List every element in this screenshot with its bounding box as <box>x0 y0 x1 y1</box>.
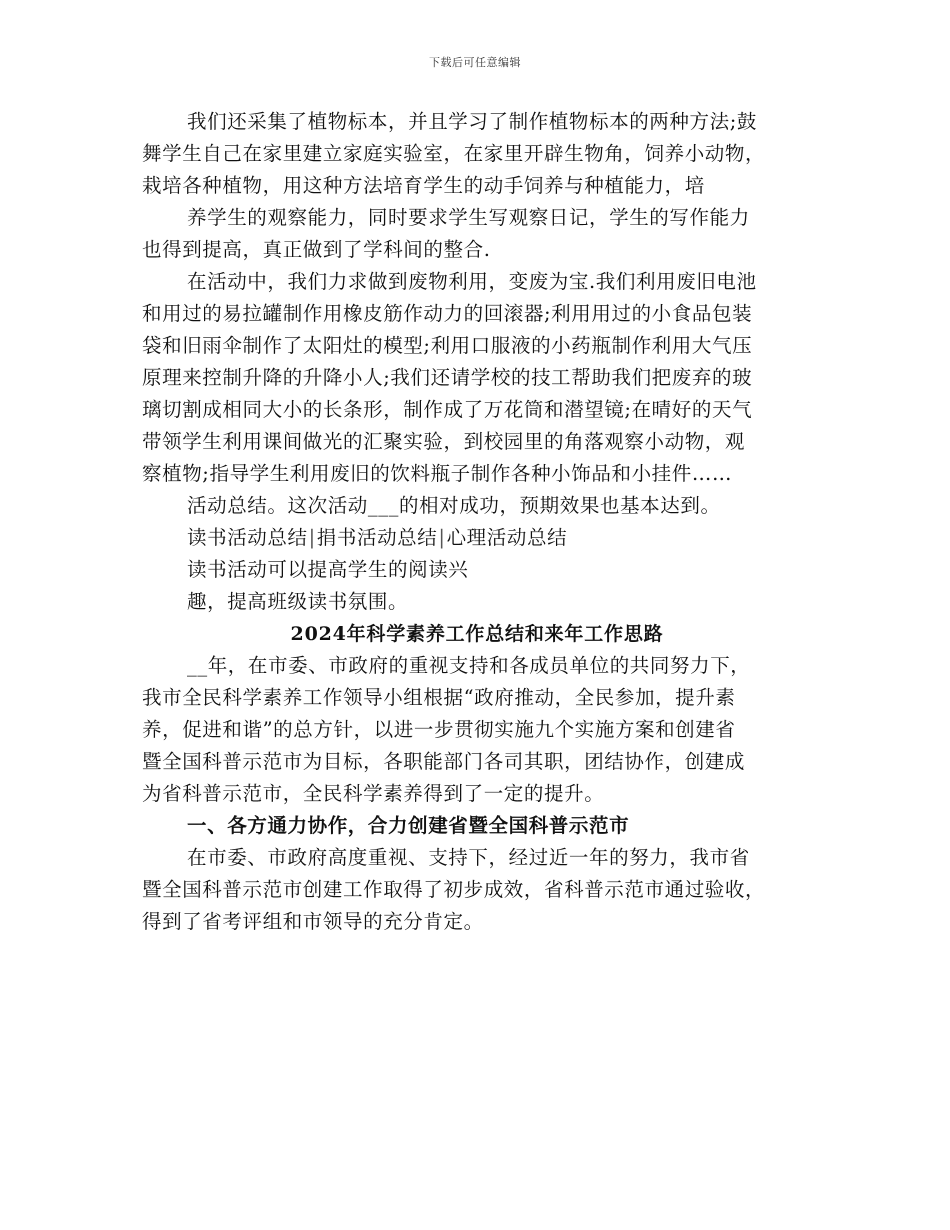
paragraph-line: 暨全国科普示范市为目标，各职能部门各司其职，团结协作，创建成 <box>142 750 746 773</box>
paragraph-line: 我们还采集了植物标本，并且学习了制作植物标本的两种方法;鼓 <box>187 110 757 133</box>
document-title: 2024年科学素养工作总结和来年工作思路 <box>290 623 664 645</box>
paragraph-line: 舞学生自己在家里建立家庭实验室，在家里开辟生物角，饲养小动物， <box>142 142 766 165</box>
paragraph-line: 趣，提高班级读书氛围。 <box>187 590 409 613</box>
page-header: 下载后可任意编辑 <box>429 56 521 69</box>
link-separator: | <box>308 526 316 549</box>
paragraph-line: 也得到提高，真正做到了学科间的整合. <box>142 238 491 261</box>
related-link[interactable]: 心理活动总结 <box>446 526 568 549</box>
paragraph-line: 读书活动可以提高学生的阅读兴 <box>187 558 469 581</box>
paragraph-line: 得到了省考评组和市领导的充分肯定。 <box>142 910 484 933</box>
paragraph-line: 袋和旧雨伞制作了太阳灶的模型;利用口服液的小药瓶制作利用大气压 <box>142 334 753 357</box>
section-heading: 一、各方通力协作，合力创建省暨全国科普示范市 <box>187 814 630 837</box>
related-links <box>142 528 812 560</box>
paragraph-line: 我市全民科学素养工作领导小组根据“政府推动，全民参加，提升素 <box>142 686 736 709</box>
paragraph-line: 原理来控制升降的升降小人;我们还请学校的技工帮助我们把废弃的玻 <box>142 366 753 389</box>
paragraph-line: 在活动中，我们力求做到废物利用，变废为宝.我们利用废旧电池 <box>187 270 757 293</box>
link-separator: | <box>438 526 446 549</box>
paragraph-line: 为省科普示范市，全民科学素养得到了一定的提升。 <box>142 782 605 805</box>
paragraph-line: 察植物;指导学生利用废旧的饮料瓶子制作各种小饰品和小挂件…… <box>142 462 733 485</box>
paragraph-line: 璃切割成相同大小的长条形，制作成了万花筒和潜望镜;在晴好的天气 <box>142 398 753 421</box>
paragraph-line: 活动总结。这次活动___的相对成功，预期效果也基本达到。 <box>187 494 721 517</box>
paragraph-line: 养学生的观察能力，同时要求学生写观察日记，学生的写作能力 <box>187 206 750 229</box>
document-body <box>142 112 812 944</box>
paragraph-line: 栽培各种植物，用这种方法培育学生的动手饲养与种植能力，培 <box>142 174 705 197</box>
paragraph-line: 暨全国科普示范市创建工作取得了初步成效，省科普示范市通过验收， <box>142 878 766 901</box>
paragraph-line: __年，在市委、市政府的重视支持和各成员单位的共同努力下， <box>187 654 751 677</box>
paragraph-line: 在市委、市政府高度重视、支持下，经过近一年的努力，我市省 <box>187 846 750 869</box>
related-link[interactable]: 读书活动总结 <box>187 526 308 549</box>
paragraph-line: 养，促进和谐”的总方针，以进一步贯彻实施九个实施方案和创建省 <box>142 718 736 741</box>
related-link[interactable]: 捐书活动总结 <box>316 526 438 549</box>
paragraph-line: 和用过的易拉罐制作用橡皮筋作动力的回滚器;利用用过的小食品包装 <box>142 302 753 325</box>
paragraph-line: 带领学生利用课间做光的汇聚实验，到校园里的角落观察小动物，观 <box>142 430 746 453</box>
